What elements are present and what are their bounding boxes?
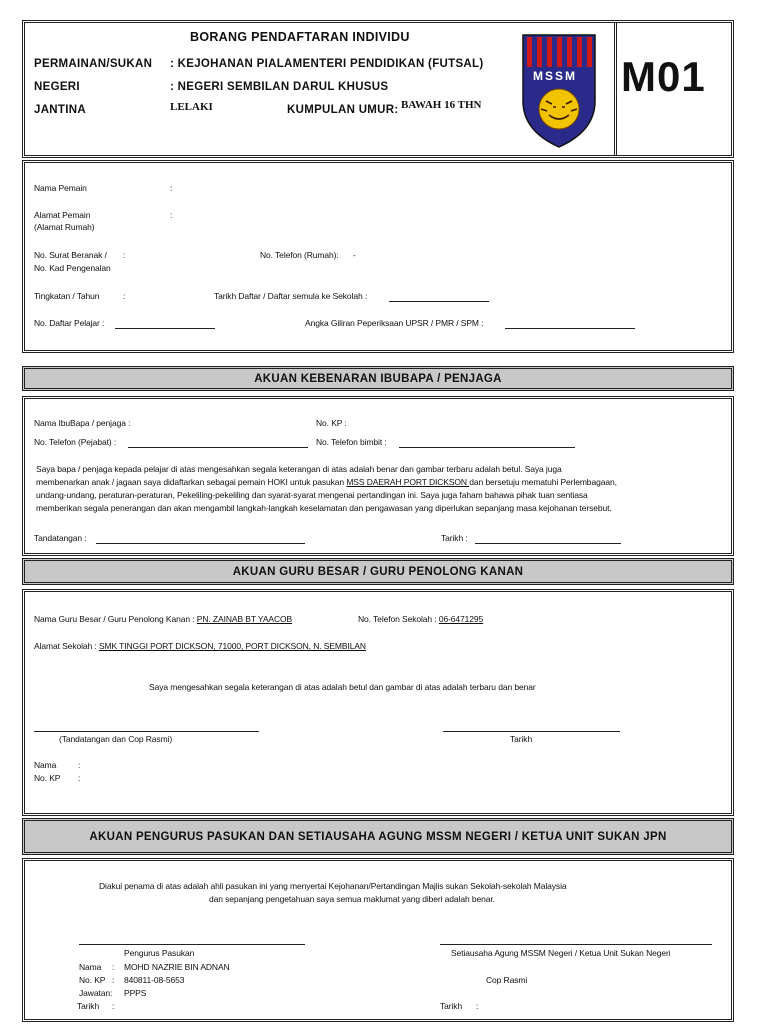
principal-signature-label: (Tandatangan dan Cop Rasmi) xyxy=(59,734,173,744)
player-address-colon: : xyxy=(170,210,173,220)
register-date-label: Tarikh Daftar / Daftar semula ke Sekolah : xyxy=(214,291,368,301)
principal-box xyxy=(22,589,734,816)
parent-box xyxy=(22,396,734,556)
principal-kp-field-colon: : xyxy=(78,773,81,783)
manager-kp-colon: : xyxy=(112,975,115,985)
manager-kp-value: 840811-08-5653 xyxy=(124,975,185,985)
student-no-label: No. Daftar Pelajar : xyxy=(34,318,105,328)
state-label: NEGERI xyxy=(34,81,80,93)
home-phone-label: No. Telefon (Rumah): xyxy=(260,250,339,260)
manager-name-colon: : xyxy=(112,962,115,972)
secretary-date-label: Tarikh xyxy=(440,1001,463,1011)
form-code-divider xyxy=(614,23,617,155)
principal-name-label-text: Nama Guru Besar / Guru Penolong Kanan : xyxy=(34,614,195,624)
principal-name-field-colon: : xyxy=(78,760,81,770)
manager-name-label: Nama xyxy=(79,962,102,972)
office-phone-label: No. Telefon (Pejabat) : xyxy=(34,437,117,447)
principal-name-field-label: Nama xyxy=(34,760,57,770)
principal-name-value: PN. ZAINAB BT YAACOB xyxy=(196,614,293,624)
team-name: MSS DAERAH PORT DICKSON xyxy=(346,477,470,487)
manager-section-header: AKUAN PENGURUS PASUKAN DAN SETIAUSAHA AGUNG MSSM NEGERI / KETUA UNIT SUKAN JPN xyxy=(22,818,734,855)
manager-statement-1: Diakui penama di atas adalah ahli pasukan ini yang menyertai Kejohanan/Pertandingan Majlis sukan Sekolah-sekolah Malaysia xyxy=(99,881,567,891)
secretary-signature-field[interactable] xyxy=(440,944,712,945)
player-address-label: Alamat Pemain xyxy=(34,210,91,220)
gender-label: JANTINA xyxy=(34,104,86,116)
player-name-label: Nama Pemain xyxy=(34,183,87,193)
parent-declaration xyxy=(36,463,726,515)
home-phone-value: - xyxy=(353,250,356,260)
manager-date-label: Tarikh xyxy=(77,1001,100,1011)
principal-date-label: Tarikh xyxy=(510,734,533,744)
form-code: M01 xyxy=(621,53,706,100)
manager-statement-2: dan sepanjang pengetahuan saya semua maklumat yang diberi adalah benar. xyxy=(209,894,495,904)
parent-decl-line-2c: dan bersetuju mematuhi Perlembagaan, xyxy=(469,477,617,487)
manager-post-value: PPPS xyxy=(124,988,147,998)
parent-decl-line-3: undang-undang, peraturan-peraturan, Pekeliling-pekeliling dan syarat-syarat mengenai pertandingan ini. Saya juga faham bahawa pihak tuan sentiasa xyxy=(36,490,588,500)
exam-no-label: Angka Giliran Peperiksaan UPSR / PMR / SPM : xyxy=(305,318,484,328)
parent-decl-line-1: Saya bapa / penjaga kepada pelajar di atas mengesahkan segala keterangan di atas adalah benar dan gambar terbaru adalah betul. Saya juga xyxy=(36,464,562,474)
exam-no-field[interactable] xyxy=(505,328,635,329)
age-group-value: BAWAH 16 THN xyxy=(401,99,482,111)
birth-cert-label: No. Surat Beranak / xyxy=(34,250,107,260)
secretary-role-label: Setiausaha Agung MSSM Negeri / Ketua Unit Sukan Negeri xyxy=(451,948,671,958)
principal-signature-field[interactable] xyxy=(34,731,259,732)
mobile-phone-label: No. Telefon bimbit : xyxy=(316,437,387,447)
form-title: BORANG PENDAFTARAN INDIVIDU xyxy=(190,30,410,44)
state-value: : NEGERI SEMBILAN DARUL KHUSUS xyxy=(170,81,389,93)
school-phone-value: 06-6471295 xyxy=(438,614,484,624)
school-phone-label: No. Telefon Sekolah : xyxy=(358,614,437,624)
parent-signature-label: Tandatangan : xyxy=(34,533,87,543)
ic-label: No. Kad Pengenalan xyxy=(34,263,111,273)
principal-date-field[interactable] xyxy=(443,731,620,732)
parent-signature-field[interactable] xyxy=(96,543,305,544)
sport-value: : KEJOHANAN PIALAMENTERI PENDIDIKAN (FUTSAL) xyxy=(170,58,484,70)
office-phone-field[interactable] xyxy=(128,447,308,448)
age-group-label: KUMPULAN UMUR: xyxy=(287,104,399,116)
school-address-value: SMK TINGGI PORT DICKSON, 71000, PORT DICKSON, N. SEMBILAN xyxy=(98,641,366,651)
principal-name-label xyxy=(34,614,292,624)
secretary-date-colon: : xyxy=(476,1001,479,1011)
student-no-field[interactable] xyxy=(115,328,215,329)
principal-section-header: AKUAN GURU BESAR / GURU PENOLONG KANAN xyxy=(22,558,734,585)
parent-section-header: AKUAN KEBENARAN IBUBAPA / PENJAGA xyxy=(22,366,734,391)
logo-text: MSSM xyxy=(533,69,577,83)
manager-post-label: Jawatan: xyxy=(79,988,113,998)
manager-kp-label: No. KP xyxy=(79,975,106,985)
mssm-logo xyxy=(519,31,599,151)
principal-statement: Saya mengesahkan segala keterangan di atas adalah betul dan gambar di atas adalah terbaru dan benar xyxy=(149,682,536,692)
parent-name-label: Nama IbuBapa / penjaga : xyxy=(34,418,131,428)
parent-decl-line-2a: membenarkan anak / jagaan saya didaftarkan sebagai pemain HOKI untuk pasukan xyxy=(36,477,347,487)
manager-date-colon: : xyxy=(112,1001,115,1011)
secretary-stamp-label: Cop Rasmi xyxy=(486,975,528,985)
parent-decl-line-4: memberikan segala penerangan dan akan mengambil langkah-langkah keselamatan dan pengawasan yang diperlukan sepanjang masa kejohanan tersebut. xyxy=(36,503,612,513)
mobile-phone-field[interactable] xyxy=(399,447,575,448)
school-address xyxy=(34,641,366,651)
manager-box xyxy=(22,858,734,1022)
birth-cert-colon: : xyxy=(123,250,126,260)
sport-label: PERMAINAN/SUKAN xyxy=(34,58,153,70)
school-address-label: Alamat Sekolah : xyxy=(34,641,97,651)
player-details-box xyxy=(22,160,734,353)
principal-kp-field-label: No. KP xyxy=(34,773,61,783)
level-colon: : xyxy=(123,291,126,301)
mssm-shield-icon xyxy=(519,31,599,151)
manager-name-value: MOHD NAZRIE BIN ADNAN xyxy=(124,962,230,972)
player-address-sub: (Alamat Rumah) xyxy=(34,222,95,232)
register-date-field[interactable] xyxy=(389,301,489,302)
level-label: Tingkatan / Tahun xyxy=(34,291,100,301)
parent-date-label: Tarikh : xyxy=(441,533,468,543)
manager-signature-field[interactable] xyxy=(79,944,305,945)
school-phone xyxy=(358,614,483,624)
player-name-colon: : xyxy=(170,183,173,193)
header-box xyxy=(22,20,734,158)
manager-role-label: Pengurus Pasukan xyxy=(124,948,195,958)
parent-kp-label: No. KP : xyxy=(316,418,347,428)
parent-date-field[interactable] xyxy=(475,543,621,544)
gender-value: LELAKI xyxy=(170,101,213,113)
parent-decl-line-2 xyxy=(36,476,726,489)
